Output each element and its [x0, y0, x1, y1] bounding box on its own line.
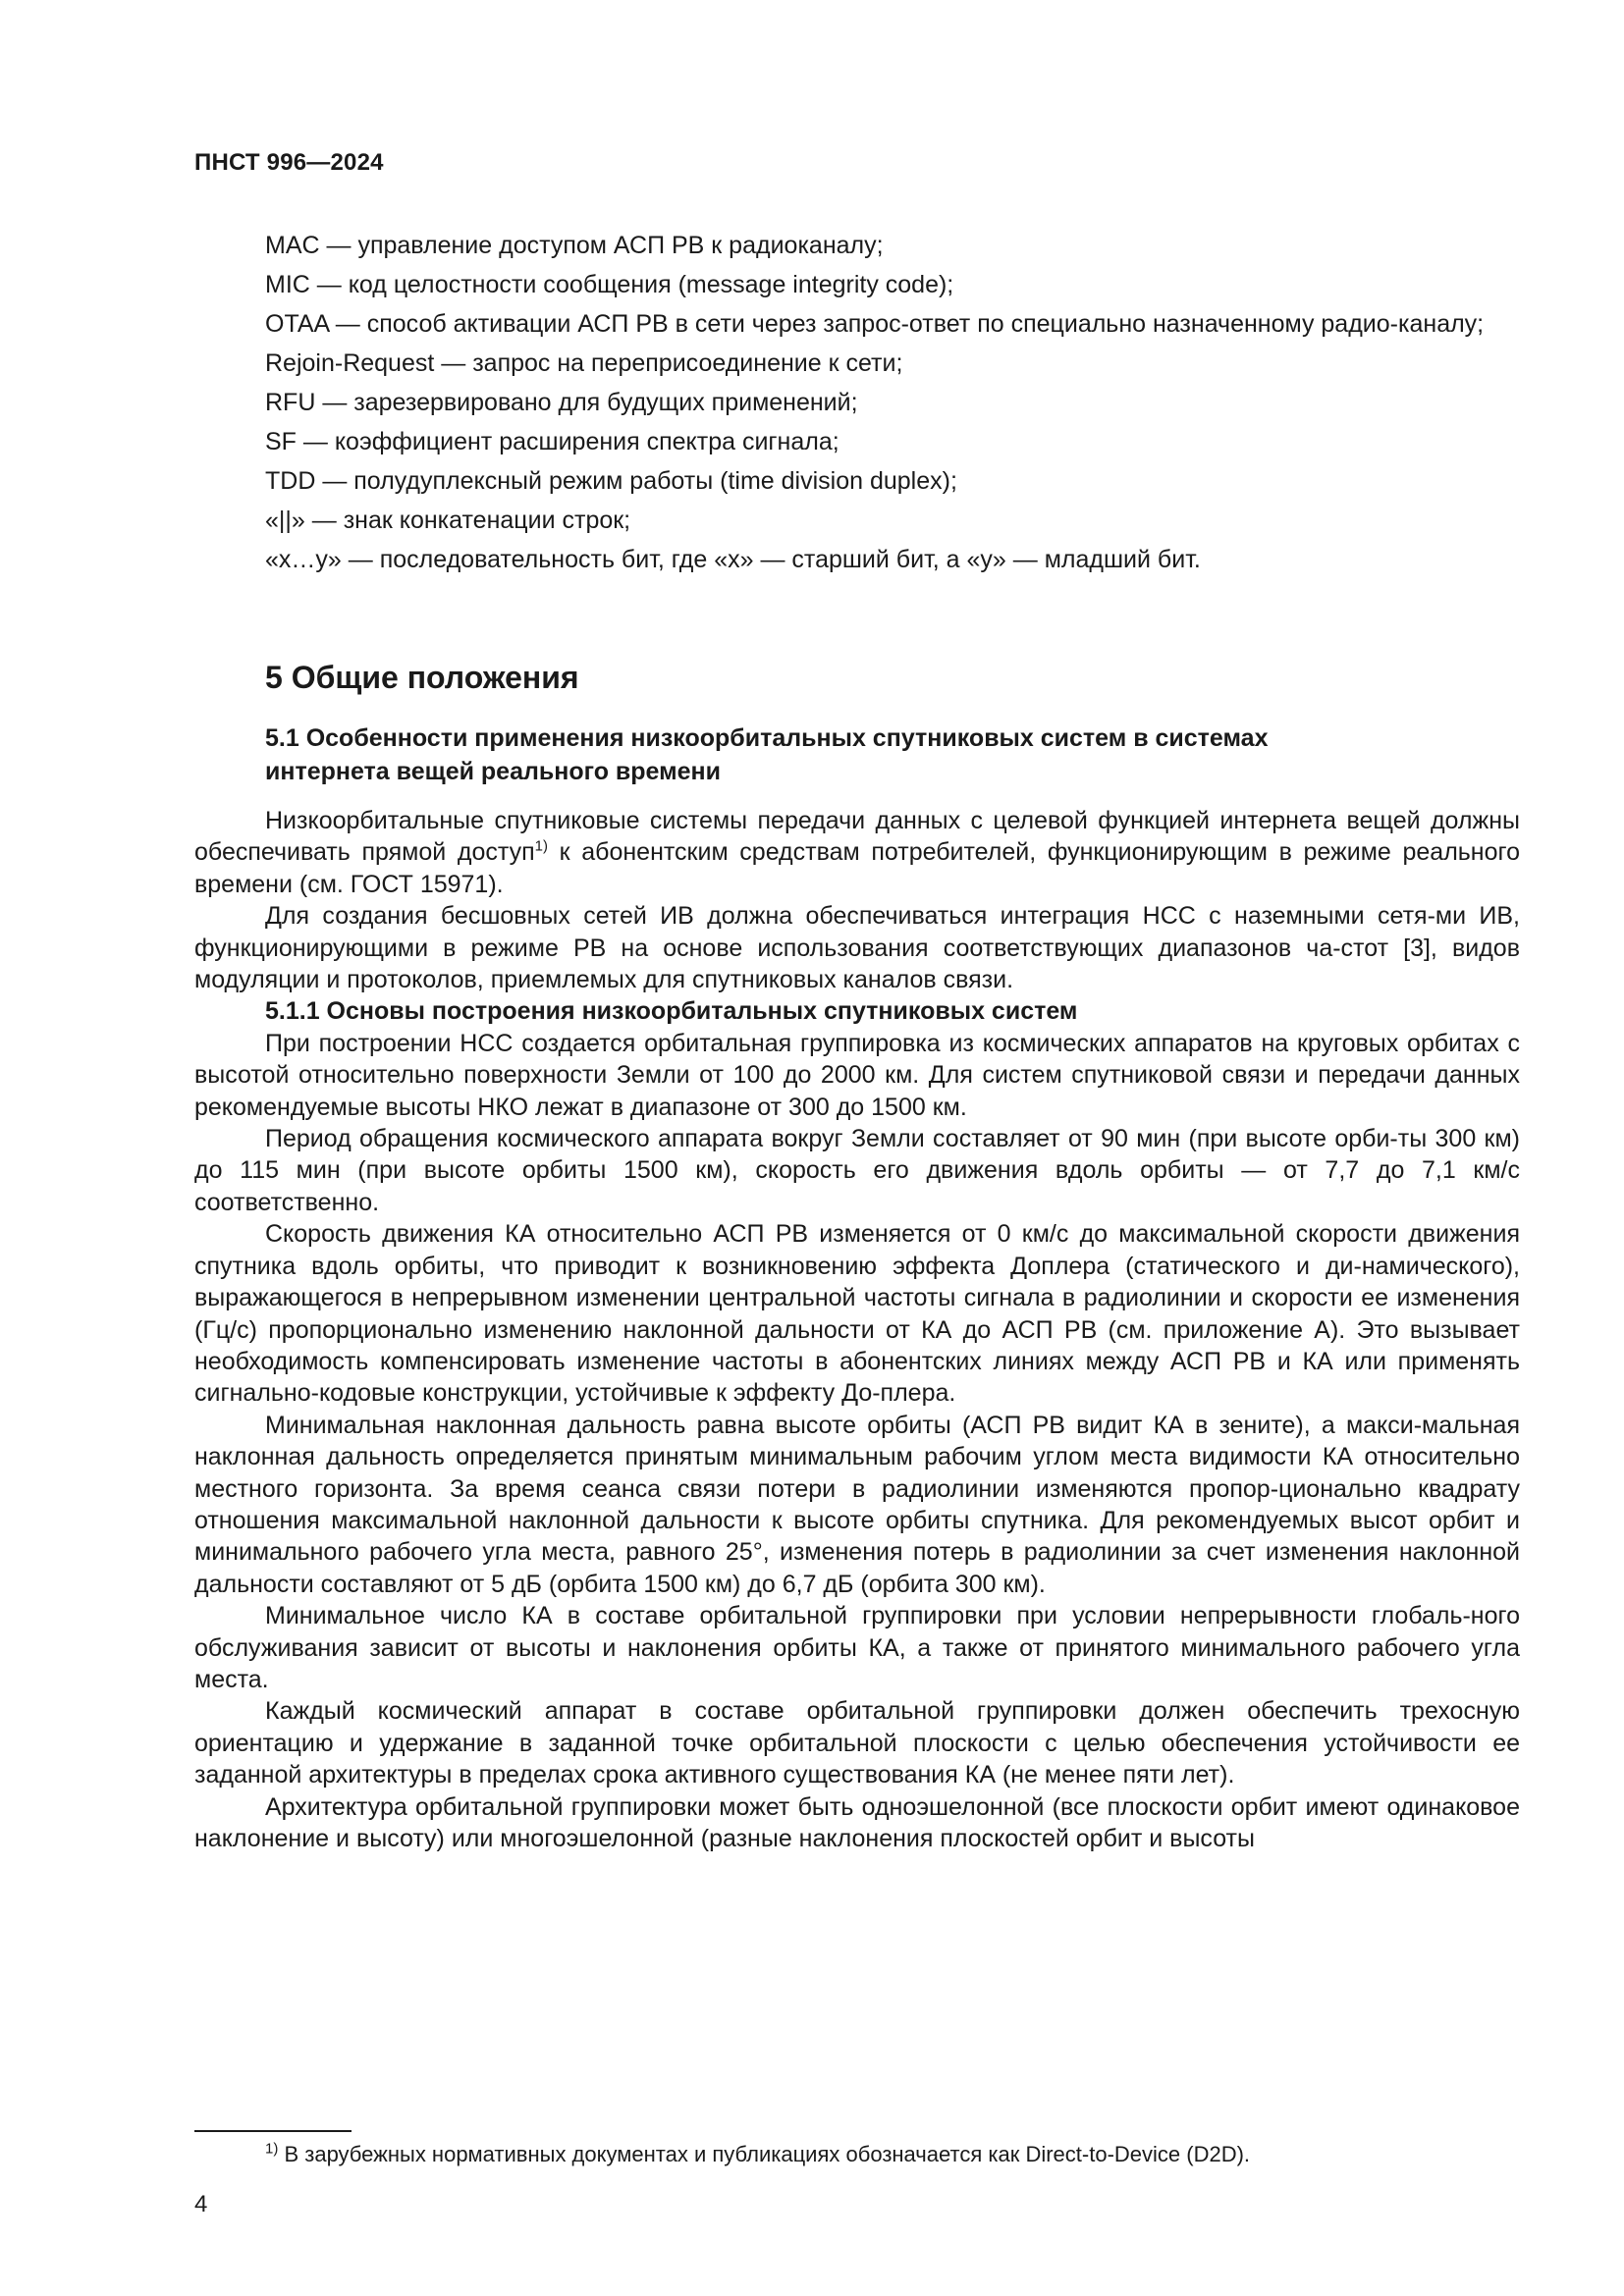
paragraph: Каждый космический аппарат в составе орбитальной группировки должен обеспечить трехосную ориентацию и удержание в заданной точке орбитальной плоскости с целью обеспечения устойчивости ее заданной архитектуры в пределах срока активного существования КА (не менее пяти лет). — [194, 1697, 1520, 1789]
paragraph: Период обращения космического аппарата вокруг Земли составляет от 90 мин (при высоте орби-ты 300 км) до 115 мин (при высоте орбиты 1500 км), скорость его движения вдоль орбиты — от 7,7 до 7,1 км/с соответственно. — [194, 1125, 1520, 1216]
abbreviation-item: «x…y» — последовательность бит, где «x» — старший бит, а «y» — младший бит. — [265, 546, 1201, 573]
abbreviation-item: Rejoin-Request — запрос на переприсоединение к сети; — [265, 349, 903, 377]
abbreviation-item: MAC — управление доступом АСП РВ к радиоканалу; — [265, 232, 884, 259]
abbreviation-item: «||» — знак конкатенации строк; — [265, 507, 631, 534]
paragraph: Для создания бесшовных сетей ИВ должна обеспечиваться интеграция НСС с наземными сетя-ми ИВ, функционирующими в режиме РВ на основе использования соответствующих диапазонов ча-стот [3], видов модуляции и протоколов, приемлемых для спутниковых каналов связи. — [194, 902, 1520, 994]
page-number: 4 — [194, 2191, 208, 2217]
abbreviation-item: OTAA — способ активации АСП РВ в сети через запрос-ответ по специально назначенному радио-каналу; — [265, 310, 1485, 338]
paragraph: Минимальное число КА в составе орбитальной группировки при условии непрерывности глобаль-ного обслуживания зависит от высоты и наклонения орбиты КА, а также от принятого минимального рабочего угла места. — [194, 1602, 1520, 1693]
footnote — [265, 2140, 1522, 2169]
abbreviation-item: RFU — зарезервировано для будущих применений; — [265, 389, 858, 416]
paragraph-text: к абонентским средствам потребителей, функционирующим в режиме реального времени (см. ГОСТ 15971). — [194, 838, 1520, 898]
paragraph: Скорость движения КА относительно АСП РВ изменяется от 0 км/с до максимальной скорости движения спутника вдоль орбиты, что приводит к возникновению эффекта Доплера (статического и ди-намического), выражающегося в непрерывном изменении центральной частоты сигнала в радиолинии и скорости ее изменения (Гц/с) пропорционально изменению наклонной дальности от КА до АСП РВ (см. приложение А). Это вызывает необходимость компенсировать изменение частоты в абонентских линиях между АСП РВ и КА или применять сигнально-кодовые конструкции, устойчивые к эффекту До-плера. — [194, 1220, 1520, 1408]
paragraph: При построении НСС создается орбитальная группировка из космических аппаратов на круговых орбитах с высотой относительно поверхности Земли от 100 до 2000 км. Для систем спутниковой связи и передачи данных рекомендуемые высоты НКО лежат в диапазоне от 300 до 1500 км. — [194, 1029, 1520, 1121]
document-code-header: ПНСТ 996—2024 — [194, 149, 384, 176]
footnote-marker: 1) — [265, 2140, 279, 2158]
section-body — [194, 805, 1520, 1854]
paragraph-text: Низкоорбитальные спутниковые системы передачи данных с целевой функцией интернета вещей должны обеспечивать прямой доступ — [194, 807, 1520, 867]
abbreviations-list — [194, 226, 1520, 579]
abbreviation-item: MIC — код целостности сообщения (message integrity code); — [265, 271, 954, 298]
paragraph: Архитектура орбитальной группировки может быть одноэшелонной (все плоскости орбит имеют одинаковое наклонение и высоту) или многоэшелонной (разные наклонения плоскостей орбит и высоты — [194, 1792, 1520, 1852]
abbreviation-item: SF — коэффициент расширения спектра сигнала; — [265, 428, 839, 455]
footnote-divider — [194, 2130, 352, 2132]
subsubsection-title: 5.1.1 Основы построения низкоорбитальных спутниковых систем — [265, 997, 1078, 1026]
subsection-title: 5.1 Особенности применения низкоорбитальных спутниковых систем в системах интернета вещей реального времени — [265, 724, 1269, 785]
footnote-reference: 1) — [534, 838, 548, 856]
section-title: 5 Общие положения — [265, 660, 579, 695]
footnote-text: В зарубежных нормативных документах и публикациях обозначается как Direct-to-Device (D2D). — [278, 2142, 1251, 2166]
abbreviation-item: TDD — полудуплексный режим работы (time division duplex); — [265, 467, 957, 495]
paragraph: Минимальная наклонная дальность равна высоте орбиты (АСП РВ видит КА в зените), а макси-мальная наклонная дальность определяется принятым минимальным рабочим углом места видимости КА относительно местного горизонта. За время сеанса связи потери в радиолинии изменяются пропор-ционально квадрату отношения максимальной наклонной дальности к высоте орбиты спутника. Для рекомендуемых высот орбит и минимального рабочего угла места, равного 25°, изменения потерь в радиолинии за счет изменения наклонной дальности составляют от 5 дБ (орбита 1500 км) до 6,7 дБ (орбита 300 км). — [194, 1411, 1520, 1598]
paragraph — [194, 805, 1520, 900]
